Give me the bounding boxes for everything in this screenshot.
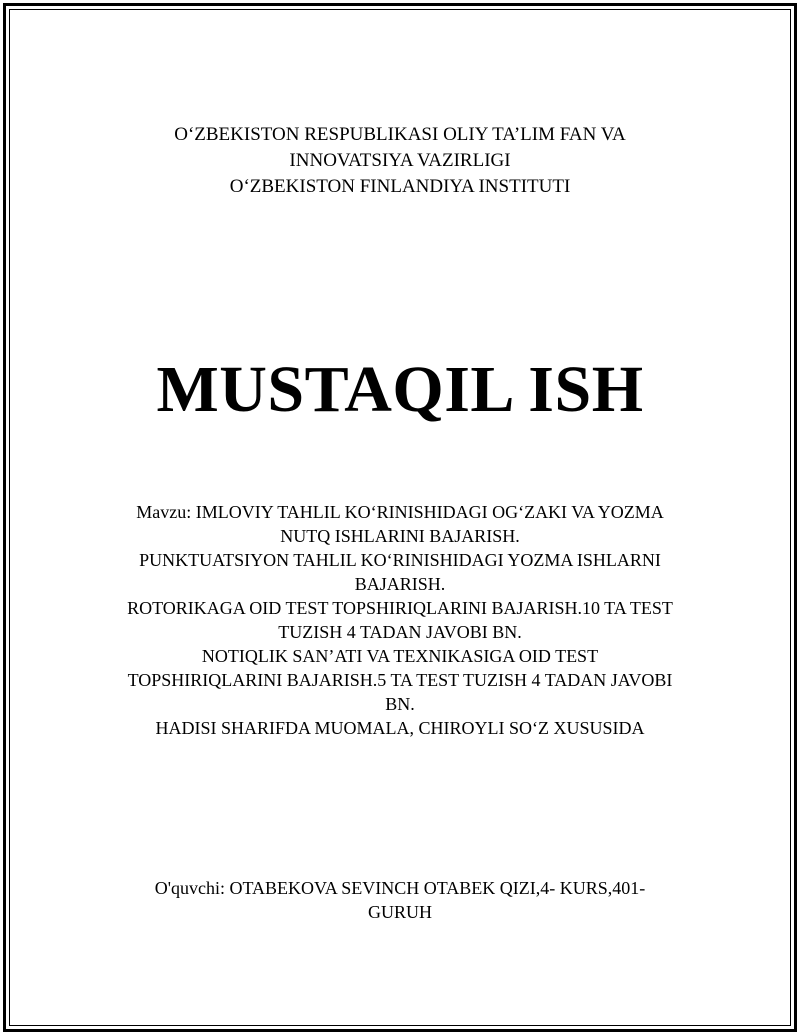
- topic-line: NOTIQLIK SAN’ATI VA TEXNIKASIGA OID TEST: [201, 646, 599, 666]
- topic-line: TOPSHIRIQLARINI BAJARISH.5 TA TEST TUZISH 4 TADAN JAVOBI: [127, 670, 673, 690]
- topic-line: PUNKTUATSIYON TAHLIL KO‘RINISHIDAGI YOZMA ISHLARNI: [139, 550, 661, 570]
- topic-line: TUZISH 4 TADAN JAVOBI BN.: [278, 622, 522, 642]
- student-line: O'quvchi: OTABEKOVA SEVINCH OTABEK QIZI,4- KURS,401-: [154, 878, 646, 898]
- ministry-header: [60, 122, 740, 200]
- student-line: GURUH: [367, 902, 432, 922]
- topic-line: HADISI SHARIFDA MUOMALA, CHIROYLI SO‘Z XUSUSIDA: [155, 718, 645, 738]
- header-line: INNOVATSIYA VAZIRLIGI: [289, 150, 511, 171]
- topic-section: [60, 500, 740, 740]
- header-line: O‘ZBEKISTON RESPUBLIKASI OLIY TA’LIM FAN VA: [174, 124, 626, 145]
- topic-line: NUTQ ISHLARINI BAJARISH.: [280, 526, 520, 546]
- topic-line: ROTORIKAGA OID TEST TOPSHIRIQLARINI BAJARISH.10 TA TEST: [127, 598, 673, 618]
- header-line: O‘ZBEKISTON FINLANDIYA INSTITUTI: [229, 176, 571, 197]
- topic-line: BAJARISH.: [354, 574, 446, 594]
- student-info: [60, 876, 740, 924]
- document-title: MUSTAQIL ISH: [156, 353, 644, 426]
- topic-line: Mavzu: IMLOVIY TAHLIL KO‘RINISHIDAGI OG‘ZAKI VA YOZMA: [136, 502, 664, 522]
- topic-line: BN.: [385, 694, 415, 714]
